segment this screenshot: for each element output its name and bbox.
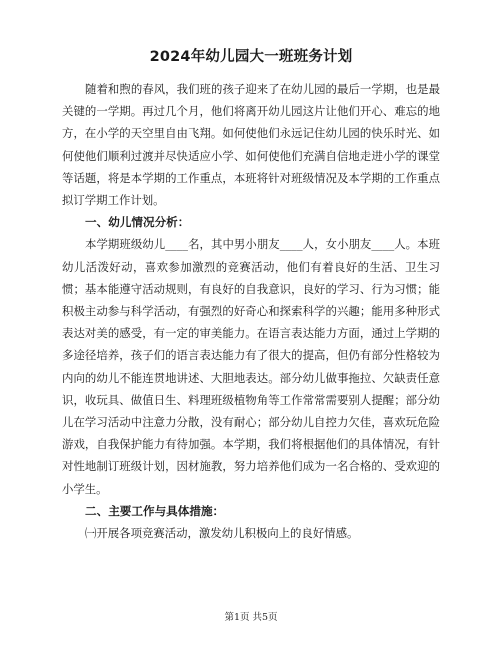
section-heading-situation: 一、幼儿情况分析： xyxy=(85,215,190,230)
section-heading-work: 二、主要工作与具体措施： xyxy=(85,503,225,518)
document-body xyxy=(62,78,440,544)
work-item-paragraph: ㈠开展各项竞赛活动，激发幼儿积极向上的良好情感。 xyxy=(85,526,359,541)
intro-paragraph: 随着和煦的春风，我们班的孩子迎来了在幼儿园的最后一学期，也是最关键的一学期。再过几个月，他们将离开幼儿园这片让他们开心、难忘的地方，在小学的天空里自由飞翔。如何使他们永远记住幼儿园的快乐时光、如何使他们顺利过渡并尽快适应小学、如何使他们充满自信地走进小学的课堂等话题，将是本学期的工作重点，本班将针对班级情况及本学期的工作重点拟订学期工作计划。 xyxy=(62,82,440,208)
page-number: 第1页 共5页 xyxy=(224,612,278,623)
situation-paragraph: 本学期班级幼儿____名，其中男小朋友____人，女小朋友____人。本班幼儿活泼好动，喜欢参加激烈的竞赛活动，他们有着良好的生活、卫生习惯；基本能遵守活动规则，有良好的自我意识，良好的学习、行为习惯；能积极主动参与科学活动，有强烈的好奇心和探索科学的兴趣；能用多种形式表达对美的感受，有一定的审美能力。在语言表达能力方面，通过上学期的多途径培养，孩子们的语言表达能力有了很大的提高，但仍有部分性格较为内向的幼儿不能连贯地讲述、大胆地表达。部分幼儿做事拖拉、欠缺责任意识，收玩具、做值日生、料理班级植物角等工作常常需要别人提醒；部分幼儿在学习活动中注意力分散，没有耐心；部分幼儿自控力欠佳，喜欢玩危险游戏，自我保护能力有待加强。本学期，我们将根据他们的具体情况，有针对性地制订班级计划，因材施教，努力培养他们成为一名合格的、受欢迎的小学生。 xyxy=(62,237,440,496)
page-title: 2024年幼儿园大一班班务计划 xyxy=(149,49,353,65)
